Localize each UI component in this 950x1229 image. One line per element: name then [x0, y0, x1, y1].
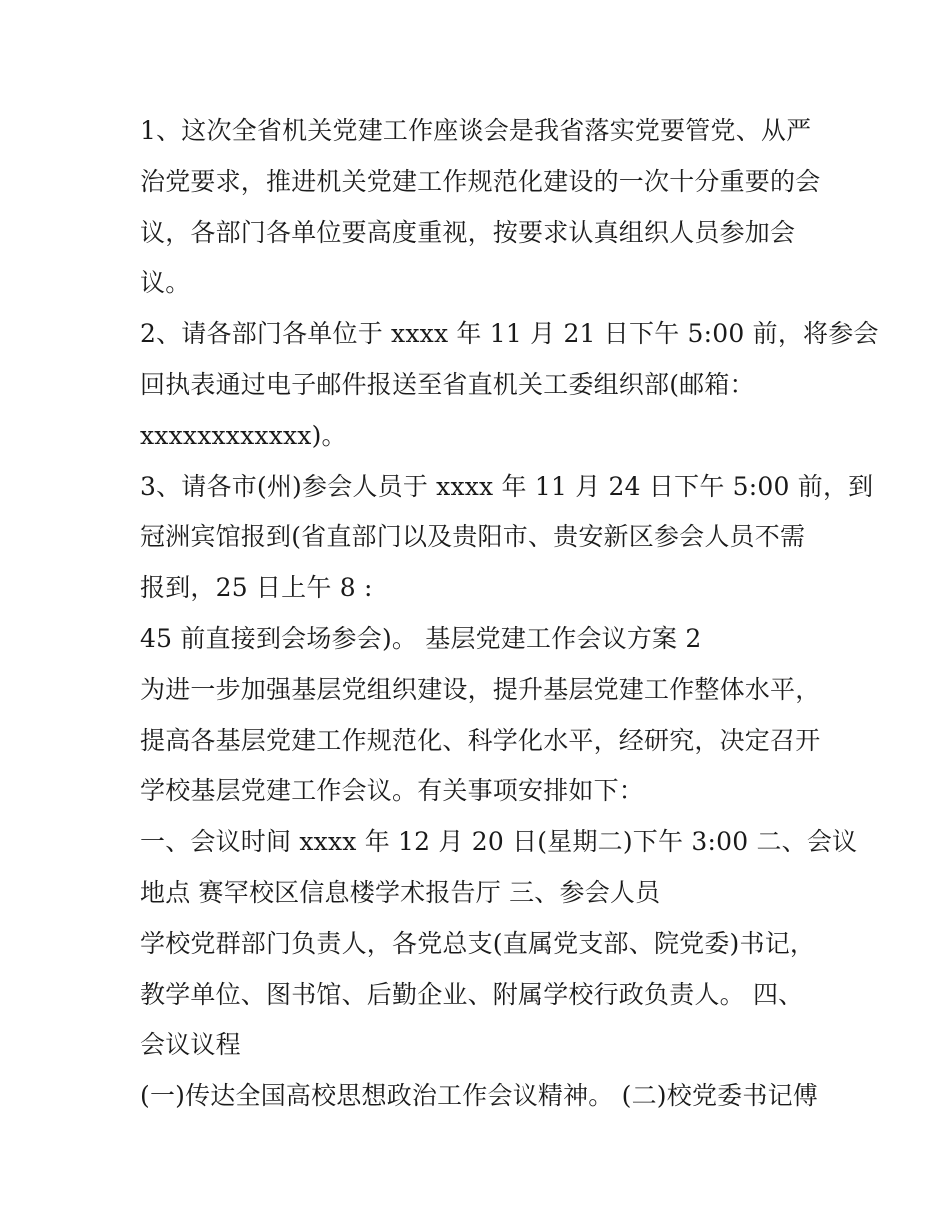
text-line: 报到，25 日上午 8 :	[140, 573, 373, 603]
text-line: 治党要求，推进机关党建工作规范化建设的一次十分重要的会	[140, 166, 821, 196]
text-line: 为进一步加强基层党组织建设，提升基层党建工作整体水平，	[140, 674, 821, 704]
text-line: 学校党群部门负责人，各党总支(直属党支部、院党委)书记，	[140, 928, 816, 958]
text-line: 回执表通过电子邮件报送至省直机关工委组织部(邮箱：	[140, 369, 755, 399]
text-line: 一、会议时间 xxxx 年 12 月 20 日(星期二)下午 3:00 二、会议	[140, 827, 858, 857]
text-line: 议。	[140, 268, 191, 298]
text-line: (一)传达全国高校思想政治工作会议精神。 (二)校党委书记傅	[140, 1081, 818, 1111]
text-line: 提高各基层党建工作规范化、科学化水平，经研究，决定召开	[140, 725, 821, 755]
text-line: xxxxxxxxxxxx)。	[140, 420, 347, 450]
text-line: 教学单位、图书馆、后勤企业、附属学校行政负责人。 四、	[140, 979, 804, 1009]
document-body	[140, 106, 879, 1122]
text-line: 2、请各部门各单位于 xxxx 年 11 月 21 日下午 5:00 前，将参会	[140, 319, 879, 349]
text-line: 会议议程	[140, 1030, 241, 1060]
text-line: 学校基层党建工作会议。有关事项安排如下：	[140, 776, 645, 806]
text-line: 地点 赛罕校区信息楼学术报告厅 三、参会人员	[140, 877, 661, 907]
text-line: 议，各部门各单位要高度重视，按要求认真组织人员参加会	[140, 217, 796, 247]
text-line: 45 前直接到会场参会)。 基层党建工作会议方案 2	[140, 623, 702, 653]
text-line: 3、请各市(州)参会人员于 xxxx 年 11 月 24 日下午 5:00 前，到	[140, 471, 874, 501]
text-line: 冠洲宾馆报到(省直部门以及贵阳市、贵安新区参会人员不需	[140, 522, 806, 552]
text-line: 1、这次全省机关党建工作座谈会是我省落实党要管党、从严	[140, 116, 812, 145]
